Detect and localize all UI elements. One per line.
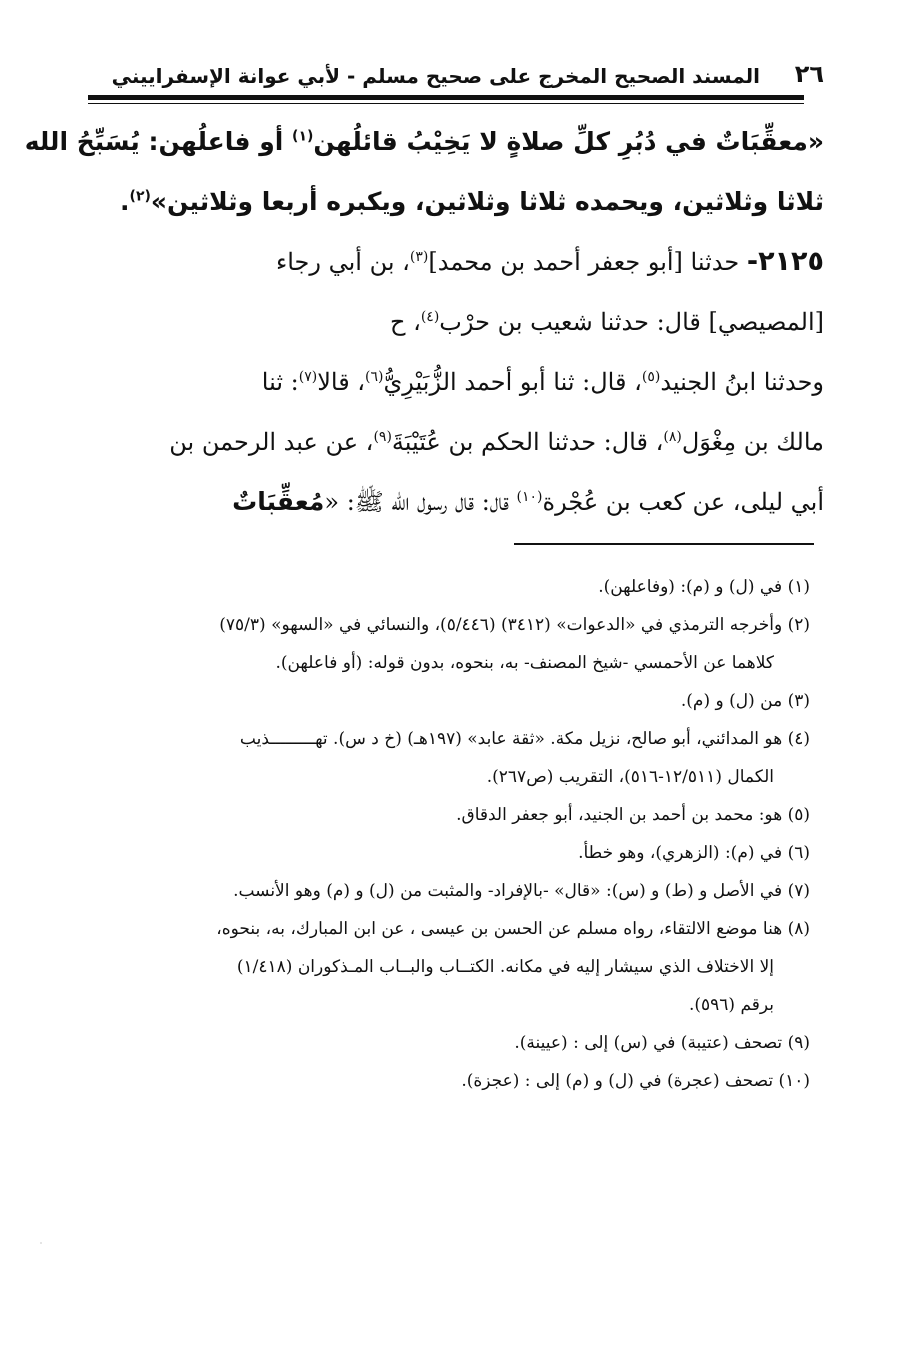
text-segment: «معقِّبَاتٌ في دُبُرِ كلِّ صلاةٍ لا يَخِيْبُ قائلُهن [313,127,824,156]
page-header [108,58,824,92]
text-segment: أبي ليلى، عن كعب بن عُجْرة [542,488,824,516]
footnote-3: (٣) من (ل) و (م). [680,691,810,711]
footnote-2: (٢) وأخرجه الترمذي في «الدعوات» (٣٤١٢) (٥/٤٤٦)، والنسائي في «السهو» (٧٥/٣) [219,615,810,635]
main-text [24,112,824,532]
running-title: المسند الصحيح المخرج على صحيح مسلم - لأبي عوانة الإسفراييني [111,64,760,88]
text-segment: مالك بن مِغْوَل [681,428,824,456]
footnote-2-continued: كلاهما عن الأحمسي -شيخ المصنف- به، بنحوه، بدون قوله: (أو فاعلهن). [275,653,774,673]
footnote-4: (٤) هو المدائني، أبو صالح، نزيل مكة. «ثقة عابد» (١٩٧هـ) (خ د س). تهـــــــــذيب [239,729,810,749]
header-rule-thin [88,103,804,104]
footnote-5: (٥) هو: محمد بن أحمد بن الجنيد، أبو جعفر الدقاق. [456,805,810,825]
footnote-8-continued-2: برقم (٥٩٦). [688,995,774,1015]
footnote-ref-4[interactable]: (٤) [420,309,440,325]
text-segment: ، بن أبي رجاء [275,248,410,276]
text-line-3 [102,232,824,292]
text-segment: ، قال: ثنا أبو أحمد الزُّبَيْرِيُّ [383,368,642,396]
scan-speck [40,1242,42,1244]
text-segment: . [120,187,130,216]
text-segment: ، عن عبد الرحمن بن [169,428,374,456]
text-line-5 [102,352,824,412]
footnote-9: (٩) تصحف (عتيبة) في (س) إلى : (عيينة). [514,1033,810,1053]
text-segment: وحدثنا ابنُ الجنيد [660,368,824,396]
footnote-8: (٨) هنا موضع الالتقاء، رواه مسلم عن الحسن بن عيسى ، عن ابن المبارك، به، بنحوه، [216,919,810,939]
text-line-6 [102,412,824,472]
footnote-separator [514,543,814,545]
footnotes [98,568,810,1100]
footnote-ref-10[interactable]: (١٠) [516,489,543,505]
text-line-1 [24,112,824,172]
footnote-ref-8[interactable]: (٨) [663,429,682,445]
text-segment: ، ح [389,308,421,336]
text-segment: : ثنا [261,368,299,396]
footnote-ref-9[interactable]: (٩) [373,429,392,445]
footnote-ref-7[interactable]: (٧) [298,369,318,385]
text-segment-bold: مُعقِّبَاتٌ [232,487,325,516]
text-segment: حدثنا [أبو جعفر أحمد بن محمد] [428,248,747,276]
footnote-4-continued: الكمال (١٢/٥١١-٥١٦)، التقريب (ص٢٦٧). [486,767,774,787]
hadith-number: ٢١٢٥- [746,246,824,277]
footnote-ref-1[interactable]: (١) [292,128,314,145]
page-number: ٢٦ [794,60,824,88]
text-line-7 [102,472,824,532]
footnote-1: (١) في (ل) و (م): (وفاعلهن). [598,577,810,597]
footnote-8-continued: إلا الاختلاف الذي سيشار إليه في مكانه. الكتــاب والبــاب المـذكوران (١/٤١٨) [236,957,774,977]
footnote-ref-2[interactable]: (٢) [129,188,151,205]
footnote-10: (١٠) تصحف (عجرة) في (ل) و (م) إلى : (عجزة). [461,1071,810,1091]
footnote-ref-5[interactable]: (٥) [641,369,661,385]
text-segment: ثلاثا وثلاثين، ويحمده ثلاثا وثلاثين، ويكبره أربعا وثلاثين» [150,187,824,216]
footnote-ref-6[interactable]: (٦) [365,369,384,385]
text-segment: ، قال: حدثنا الحكم بن عُتَيْبَةَ [391,428,664,456]
footnote-6: (٦) في (م): (الزهري)، وهو خطأ. [578,843,810,863]
header-rule [88,95,804,100]
text-line-2 [102,172,824,232]
text-line-4 [102,292,824,352]
text-segment: أو فاعلُهن: يُسَبِّحُ الله [24,127,293,156]
text-segment: قال: قال رسول الله ﷺ: « [324,488,517,516]
text-segment: ، قالا [317,368,366,396]
footnote-7: (٧) في الأصل و (ط) و (س): «قال» -بالإفراد- والمثبت من (ل) و (م) وهو الأنسب. [233,881,810,901]
text-segment: [المصيصي] قال: حدثنا شعيب بن حرْب [439,308,824,336]
footnote-ref-3[interactable]: (٣) [409,249,429,265]
